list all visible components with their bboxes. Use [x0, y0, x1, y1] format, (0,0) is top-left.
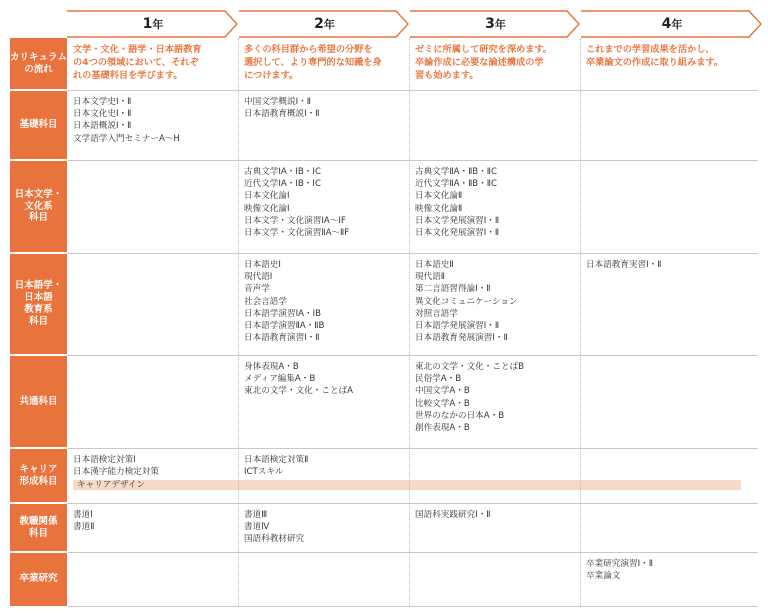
row-heading-divider	[10, 447, 67, 449]
curriculum-row	[10, 253, 758, 355]
course-list	[67, 355, 238, 448]
career-design-bar: キャリアデザイン	[73, 480, 741, 490]
curriculum-row	[10, 160, 758, 253]
year-suffix: 年	[152, 18, 164, 31]
course-item: 日本文学・文化演習ⅠA〜ⅠF	[244, 215, 346, 226]
course-list	[409, 503, 580, 552]
course-list	[67, 160, 238, 253]
row-heading: 基礎科目	[10, 90, 67, 160]
column-divider	[238, 38, 239, 90]
course-item: 日本語史Ⅱ	[415, 260, 454, 270]
column-divider	[238, 552, 239, 606]
row-heading-divider	[10, 159, 67, 161]
flow-line: 選択して、より専門的な知識を身	[244, 56, 382, 68]
column-divider	[238, 355, 239, 448]
column-divider	[580, 448, 581, 503]
course-item: 異文化コミュニケーション	[415, 296, 518, 307]
row-heading: 卒業研究	[10, 552, 67, 606]
flow-line: これまでの学習成果を活かし、	[586, 44, 715, 55]
course-item: 日本語概説Ⅰ・Ⅱ	[73, 121, 132, 132]
flow-line: 文学・文化・語学・日本語教育	[73, 44, 202, 55]
row-divider	[67, 503, 758, 504]
course-item: 中国文学A・B	[415, 386, 470, 397]
course-item: 日本文化論Ⅱ	[415, 191, 463, 202]
course-item: 東北の文学・文化・ことばA	[244, 386, 354, 397]
course-item: 日本漢字能力検定対策	[73, 467, 159, 478]
row-heading: 教職関係 科目	[10, 503, 67, 552]
table-bottom-rule	[67, 606, 758, 607]
year-label	[67, 16, 239, 32]
flow-line: 多くの科目群から希望の分野を	[244, 44, 373, 55]
course-item: 近代文学ⅡA・ⅡB・ⅡC	[415, 179, 498, 190]
course-list	[67, 253, 238, 355]
course-list	[238, 355, 409, 448]
course-item: 日本語教育概説Ⅰ・Ⅱ	[244, 109, 320, 120]
course-item: 日本語教育実習Ⅰ・Ⅱ	[586, 260, 662, 270]
row-divider	[67, 448, 758, 449]
course-item: 日本文化論Ⅰ	[244, 191, 290, 202]
row-divider	[67, 355, 758, 356]
course-list	[409, 253, 580, 355]
course-item: 日本文化史Ⅰ・Ⅱ	[73, 109, 132, 120]
row-heading-divider	[10, 502, 67, 504]
year-suffix: 年	[494, 18, 506, 31]
column-divider	[238, 503, 239, 552]
flow-line: 卒業論文の作成に取り組みます。	[586, 56, 724, 68]
course-item: 卒業論文	[586, 571, 621, 582]
course-item: 対照言語学	[415, 308, 458, 319]
year-header-1	[67, 10, 239, 38]
course-item: 民俗学A・B	[415, 374, 462, 385]
column-divider	[409, 90, 410, 160]
course-list	[238, 448, 409, 503]
row-divider	[67, 160, 758, 161]
course-item: メディア編集A・B	[244, 374, 316, 385]
column-divider	[580, 503, 581, 552]
course-list	[238, 503, 409, 552]
flow-line: れの基礎科目を学びます。	[73, 69, 183, 81]
curriculum-flow-text	[67, 38, 238, 90]
row-divider	[67, 552, 758, 553]
column-divider	[409, 38, 410, 90]
column-divider	[238, 90, 239, 160]
course-item: 日本語学発展演習Ⅰ・Ⅱ	[415, 321, 500, 332]
course-list	[580, 503, 758, 552]
course-item: 映像文化論Ⅱ	[415, 203, 463, 214]
column-divider	[580, 552, 581, 606]
row-heading: 日本語学・ 日本語 教育系 科目	[10, 253, 67, 355]
course-item: 身体表現A・B	[244, 362, 299, 372]
course-item: 東北の文学・文化・ことばB	[415, 362, 525, 372]
course-list	[67, 448, 238, 503]
flow-line: 卒論作成に必要な論述構成の学	[415, 56, 544, 68]
curriculum-row	[10, 355, 758, 448]
course-item: 書道Ⅳ	[244, 522, 270, 533]
row-heading: 共通科目	[10, 355, 67, 448]
course-item: 映像文化論Ⅰ	[244, 203, 290, 214]
curriculum-flow-text	[580, 38, 758, 90]
row-heading-divider	[10, 252, 67, 254]
course-item: 創作表現A・B	[415, 423, 470, 434]
course-item: 日本語教育演習Ⅰ・Ⅱ	[244, 333, 320, 344]
row-heading-divider	[10, 89, 67, 91]
course-item: 日本語教育発展演習Ⅰ・Ⅱ	[415, 333, 508, 344]
column-divider	[409, 503, 410, 552]
course-item: 世界のなかの日本A・B	[415, 410, 505, 421]
curriculum-flow-text	[409, 38, 580, 90]
year-header-2	[239, 10, 410, 38]
course-item: 第二言語習得論Ⅰ・Ⅱ	[415, 284, 491, 295]
flow-line: ゼミに所属して研究を深めます。	[415, 44, 553, 55]
year-label	[410, 16, 581, 32]
course-item: 日本文化発展演習Ⅰ・Ⅱ	[415, 228, 500, 239]
course-item: 日本語検定対策Ⅱ	[244, 455, 309, 465]
course-item: 卒業研究演習Ⅰ・Ⅱ	[586, 559, 653, 569]
column-divider	[580, 38, 581, 90]
course-item: 音声学	[244, 284, 270, 295]
course-list	[409, 90, 580, 160]
year-header	[67, 10, 763, 38]
course-list	[238, 90, 409, 160]
column-divider	[238, 160, 239, 253]
course-list	[409, 552, 580, 606]
year-label	[239, 16, 410, 32]
course-item: 国語科教材研究	[244, 534, 305, 545]
course-list	[67, 503, 238, 552]
year-header-4	[581, 10, 763, 38]
course-item: 古典文学ⅡA・ⅡB・ⅡC	[415, 167, 498, 177]
course-item: 文学語学入門セミナーA〜H	[73, 133, 180, 144]
course-item: 日本語検定対策Ⅰ	[73, 455, 136, 465]
year-number: 1	[142, 16, 153, 32]
course-list	[409, 160, 580, 253]
course-list	[409, 448, 580, 503]
course-list	[580, 90, 758, 160]
course-item: 日本語史Ⅰ	[244, 260, 281, 270]
course-item: 書道Ⅲ	[244, 510, 268, 520]
course-item: 日本文学発展演習Ⅰ・Ⅱ	[415, 215, 500, 226]
row-heading: カリキュラム の流れ	[10, 38, 67, 90]
column-divider	[409, 355, 410, 448]
course-item: 比較文学A・B	[415, 398, 470, 409]
year-suffix: 年	[323, 18, 335, 31]
column-divider	[580, 355, 581, 448]
column-divider	[409, 448, 410, 503]
year-suffix: 年	[671, 18, 683, 31]
column-divider	[409, 253, 410, 355]
course-item: 書道Ⅱ	[73, 522, 95, 533]
course-item: 日本語学演習ⅠA・ⅠB	[244, 308, 321, 319]
flow-line: につけます。	[244, 69, 299, 81]
course-list	[580, 448, 758, 503]
column-divider	[409, 552, 410, 606]
course-item: 中国文学概説Ⅰ・Ⅱ	[244, 97, 311, 107]
curriculum-table	[10, 38, 758, 606]
course-list	[580, 160, 758, 253]
course-item: 日本語学演習ⅡA・ⅡB	[244, 321, 325, 332]
row-heading: 日本文学・ 文化系 科目	[10, 160, 67, 253]
curriculum-row	[10, 552, 758, 606]
course-list	[580, 253, 758, 355]
column-divider	[580, 90, 581, 160]
column-divider	[238, 448, 239, 503]
curriculum-row	[10, 90, 758, 160]
course-item: ICTスキル	[244, 467, 284, 478]
course-list	[67, 90, 238, 160]
row-divider	[67, 90, 758, 91]
row-heading-divider	[10, 354, 67, 356]
row-divider	[67, 253, 758, 254]
course-item: 現代語Ⅱ	[415, 272, 446, 283]
year-header-3	[410, 10, 581, 38]
row-heading-divider	[10, 551, 67, 553]
year-label	[581, 16, 763, 32]
course-item: 現代語Ⅰ	[244, 272, 273, 283]
column-divider	[238, 253, 239, 355]
year-number: 2	[314, 16, 324, 32]
course-item: 書道Ⅰ	[73, 510, 93, 520]
curriculum-flow-text	[238, 38, 409, 90]
column-divider	[409, 160, 410, 253]
course-list	[238, 552, 409, 606]
flow-line: の4つの領域において、それぞ	[73, 56, 199, 68]
course-item: 古典文学ⅠA・ⅠB・ⅠC	[244, 167, 321, 177]
course-item: 日本文学史Ⅰ・Ⅱ	[73, 97, 132, 107]
course-list	[580, 355, 758, 448]
course-list	[580, 552, 758, 606]
column-divider	[580, 253, 581, 355]
course-list	[409, 355, 580, 448]
course-item: 日本文学・文化演習ⅡA〜ⅡF	[244, 228, 350, 239]
curriculum-row	[10, 448, 758, 503]
column-divider	[580, 160, 581, 253]
flow-line: 習も始めます。	[415, 69, 479, 81]
course-item: 社会言語学	[244, 296, 287, 307]
curriculum-row	[10, 503, 758, 552]
course-list	[238, 253, 409, 355]
course-list	[67, 552, 238, 606]
course-item: 国語科実践研究Ⅰ・Ⅱ	[415, 510, 491, 520]
year-number: 3	[485, 16, 495, 32]
year-number: 4	[661, 16, 672, 32]
course-list	[238, 160, 409, 253]
curriculum-row	[10, 38, 758, 90]
course-item: 近代文学ⅠA・ⅠB・ⅠC	[244, 179, 321, 190]
row-heading: キャリア 形成科目	[10, 448, 67, 503]
